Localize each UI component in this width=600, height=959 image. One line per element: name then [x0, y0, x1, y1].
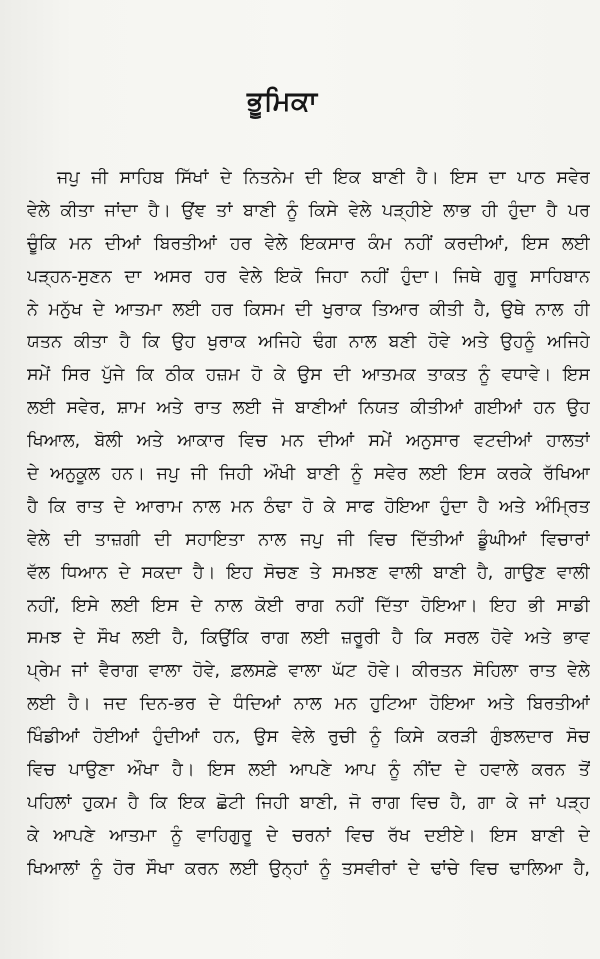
text-line: ਸਮੇਂ ਸਿਰ ਪੁੱਜੇ ਕਿ ਠੀਕ ਹਜ਼ਮ ਹੋ ਕੇ ਉਸ ਦੀ ਆਤਮਕ ਤਾਕਤ ਨੂੰ ਵਧਾਵੇ। ਇਸ: [27, 365, 590, 386]
text-line: ਚੂੰਕਿ ਮਨ ਦੀਆਂ ਬਿਰਤੀਆਂ ਹਰ ਵੇਲੇ ਇਕਸਾਰ ਕੰਮ ਨਹੀਂ ਕਰਦੀਆਂ, ਇਸ ਲਈ: [27, 233, 590, 254]
body-text: [27, 162, 590, 886]
text-line: ਪੜ੍ਹਨ-ਸੁਣਨ ਦਾ ਅਸਰ ਹਰ ਵੇਲੇ ਇਕੋ ਜਿਹਾ ਨਹੀਂ ਹੁੰਦਾ। ਜਿਥੇ ਗੁਰੂ ਸਾਹਿਬਾਨ: [27, 266, 590, 287]
text-line: ਦੇ ਅਨੁਕੂਲ ਹਨ। ਜਪੁ ਜੀ ਜਿਹੀ ਔਖੀ ਬਾਣੀ ਨੂੰ ਸਵੇਰ ਲਈ ਇਸ ਕਰਕੇ ਰੱਖਿਆ: [27, 464, 590, 485]
text-line: ਵੇਲੇ ਦੀ ਤਾਜ਼ਗੀ ਦੀ ਸਹਾਇਤਾ ਨਾਲ ਜਪੁ ਜੀ ਵਿਚ ਦਿੱਤੀਆਂ ਡੂੰਘੀਆਂ ਵਿਚਾਰਾਂ: [27, 529, 590, 550]
text-line: ਹੈ ਕਿ ਰਾਤ ਦੇ ਆਰਾਮ ਨਾਲ ਮਨ ਠੰਢਾ ਹੋ ਕੇ ਸਾਫ ਹੋਇਆ ਹੁੰਦਾ ਹੈ ਅਤੇ ਅੰਮ੍ਰਿਤ: [27, 496, 590, 517]
text-line: ਕੇ ਆਪਣੇ ਆਤਮਾ ਨੂੰ ਵਾਹਿਗੁਰੂ ਦੇ ਚਰਨਾਂ ਵਿਚ ਰੱਖ ਦਈਏ। ਇਸ ਬਾਣੀ ਦੇ: [27, 825, 590, 846]
text-line: ਸਮਝ ਦੇ ਸੌਖ ਲਈ ਹੈ, ਕਿਉਂਕਿ ਰਾਗ ਲਈ ਜ਼ਰੂਰੀ ਹੈ ਕਿ ਸਰਲ ਹੋਵੇ ਅਤੇ ਭਾਵ: [27, 628, 590, 649]
text-line: ਵੱਲ ਧਿਆਨ ਦੇ ਸਕਦਾ ਹੈ। ਇਹ ਸੋਚਣ ਤੇ ਸਮਝਣ ਵਾਲੀ ਬਾਣੀ ਹੈ, ਗਾਉਣ ਵਾਲੀ: [27, 562, 590, 583]
text-line: ਪ੍ਰੇਮ ਜਾਂ ਵੈਰਾਗ ਵਾਲਾ ਹੋਵੇ, ਫ਼ਲਸਫ਼ੇ ਵਾਲਾ ਘੱਟ ਹੋਵੇ। ਕੀਰਤਨ ਸੋਹਿਲਾ ਰਾਤ ਵੇਲੇ: [27, 661, 590, 682]
text-line: ਖਿਆਲਾਂ ਨੂੰ ਹੋਰ ਸੌਖਾ ਕਰਨ ਲਈ ਉਨ੍ਹਾਂ ਨੂੰ ਤਸਵੀਰਾਂ ਦੇ ਢਾਂਚੇ ਵਿਚ ਢਾਲਿਆ ਹੈ,: [27, 858, 590, 879]
text-line: ਨਹੀਂ, ਇਸੇ ਲਈ ਇਸ ਦੇ ਨਾਲ ਕੋਈ ਰਾਗ ਨਹੀਂ ਦਿੱਤਾ ਹੋਇਆ। ਇਹ ਭੀ ਸਾਡੀ: [27, 595, 590, 616]
text-line: ਜਪੁ ਜੀ ਸਾਹਿਬ ਸਿੱਖਾਂ ਦੇ ਨਿਤਨੇਮ ਦੀ ਇਕ ਬਾਣੀ ਹੈ। ਇਸ ਦਾ ਪਾਠ ਸਵੇਰ: [57, 168, 590, 188]
text-line: ਵੇਲੇ ਕੀਤਾ ਜਾਂਦਾ ਹੈ। ਉਂਞ ਤਾਂ ਬਾਣੀ ਨੂੰ ਕਿਸੇ ਵੇਲੇ ਪੜ੍ਹੀਏ ਲਾਭ ਹੀ ਹੁੰਦਾ ਹੈ ਪਰ: [27, 200, 590, 221]
text-line: ਵਿਚ ਪਾਉਣਾ ਔਖਾ ਹੈ। ਇਸ ਲਈ ਆਪਣੇ ਆਪ ਨੂੰ ਨੀਂਦ ਦੇ ਹਵਾਲੇ ਕਰਨ ਤੋਂ: [27, 760, 590, 781]
text-line: ਖਿੰਡੀਆਂ ਹੋਈਆਂ ਹੁੰਦੀਆਂ ਹਨ, ਉਸ ਵੇਲੇ ਰੁਚੀ ਨੂੰ ਕਿਸੇ ਕਰੜੀ ਗੁੰਝਲਦਾਰ ਸੋਚ: [27, 727, 590, 748]
text-line: ਨੇ ਮਨੁੱਖ ਦੇ ਆਤਮਾ ਲਈ ਹਰ ਕਿਸਮ ਦੀ ਖੁਰਾਕ ਤਿਆਰ ਕੀਤੀ ਹੈ, ਉਥੇ ਨਾਲ ਹੀ: [27, 299, 590, 320]
page-title: ਭੂਮਿਕਾ: [247, 86, 318, 117]
text-line: ਪਹਿਲਾਂ ਹੁਕਮ ਹੈ ਕਿ ਇਕ ਛੋਟੀ ਜਿਹੀ ਬਾਣੀ, ਜੋ ਰਾਗ ਵਿਚ ਹੈ, ਗਾ ਕੇ ਜਾਂ ਪੜ੍ਹ: [27, 792, 590, 813]
text-line: ਲਈ ਹੈ। ਜਦ ਦਿਨ-ਭਰ ਦੇ ਧੰਦਿਆਂ ਨਾਲ ਮਨ ਹੁਟਿਆ ਹੋਇਆ ਅਤੇ ਬਿਰਤੀਆਂ: [27, 694, 590, 715]
text-line: ਯਤਨ ਕੀਤਾ ਹੈ ਕਿ ਉਹ ਖੁਰਾਕ ਅਜਿਹੇ ਢੰਗ ਨਾਲ ਬਣੀ ਹੋਵੇ ਅਤੇ ਉਹਨੂੰ ਅਜਿਹੇ: [27, 332, 590, 353]
text-line: ਲਈ ਸਵੇਰ, ਸ਼ਾਮ ਅਤੇ ਰਾਤ ਲਈ ਜੋ ਬਾਣੀਆਂ ਨਿਯਤ ਕੀਤੀਆਂ ਗਈਆਂ ਹਨ ਉਹ: [27, 398, 590, 419]
text-line: ਖਿਆਲ, ਬੋਲੀ ਅਤੇ ਆਕਾਰ ਵਿਚ ਮਨ ਦੀਆਂ ਸਮੇਂ ਅਨੁਸਾਰ ਵਟਦੀਆਂ ਹਾਲਤਾਂ: [27, 431, 590, 452]
